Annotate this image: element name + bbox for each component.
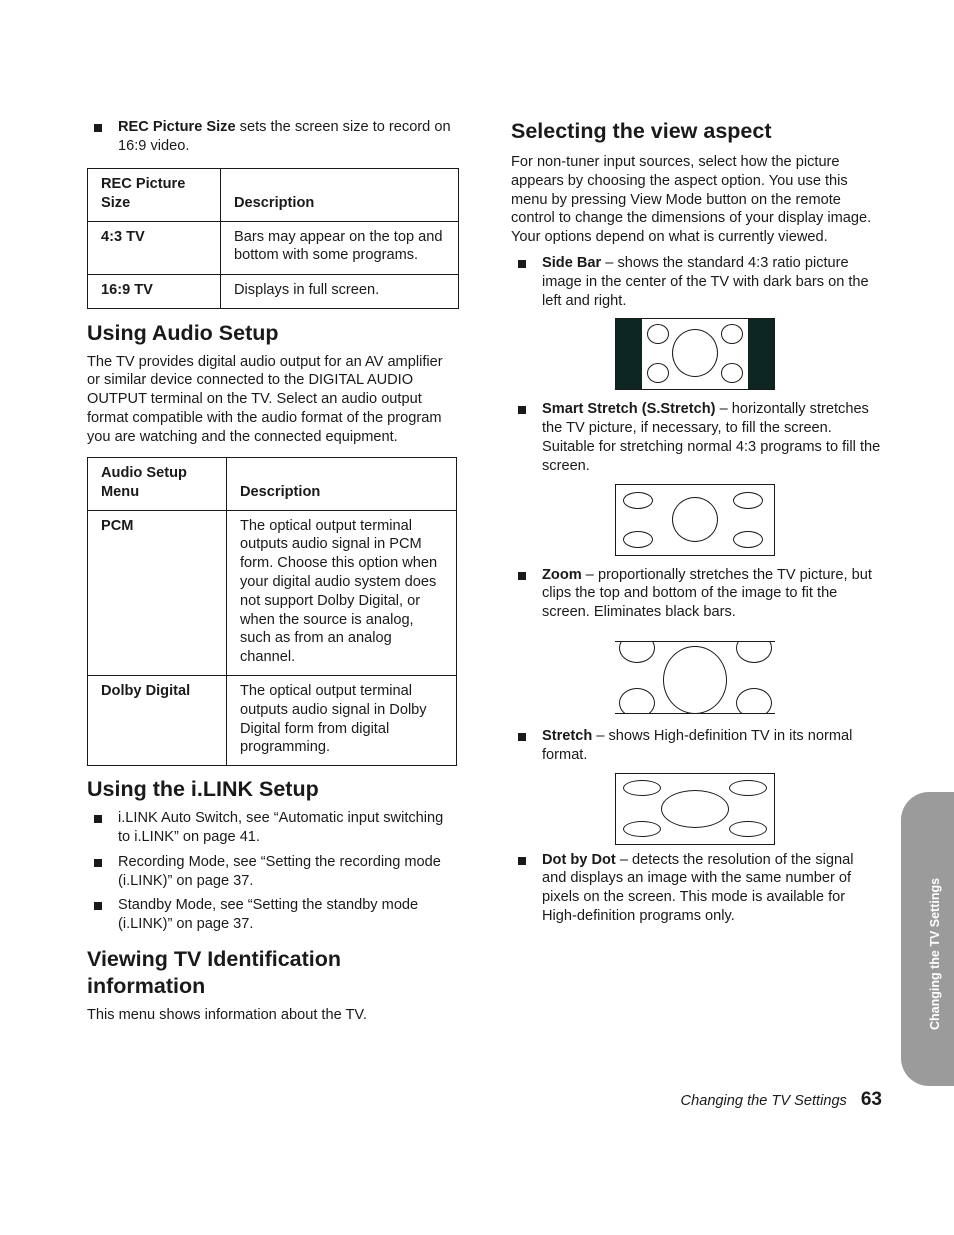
- list-item: i.LINK Auto Switch, see “Automatic input switching to i.LINK” on page 41.: [87, 809, 459, 847]
- rec-text: sets the screen size to record on 16:9 video.: [118, 119, 451, 154]
- circle-shape: [672, 329, 718, 377]
- ellipse-shape: [623, 492, 653, 509]
- table-key-cell: PCM: [88, 510, 227, 675]
- ilink-setup-heading: Using the i.LINK Setup: [87, 777, 319, 802]
- audio-setup-paragraph: The TV provides digital audio output for an AV amplifier or similar device connected to the DIGITAL AUDIO OUTPUT terminal on the TV. Select an audio output format compatible with the audio format of the program you are watching and the connected equipment.: [87, 353, 443, 445]
- table-row: [88, 221, 459, 274]
- table-row: [88, 675, 457, 765]
- ellipse-shape: [647, 324, 669, 344]
- side-bar-diagram: [615, 318, 775, 390]
- left-column: [87, 118, 459, 1025]
- rec-picture-size-bullet: [87, 118, 459, 156]
- dark-bar-left: [616, 319, 642, 389]
- wide-ellipse-shape: [661, 790, 729, 828]
- view-aspect-intro: For non-tuner input sources, select how the picture appears by choosing the aspect option. You use this menu by pressing View Mode button on the remote control to change the dimensions of your display image. Your options depend on what is currently viewed.: [511, 154, 872, 246]
- table-header-cell: Description: [221, 168, 459, 221]
- ellipse-shape: [733, 492, 763, 509]
- view-aspect-heading: Selecting the view aspect: [511, 119, 772, 143]
- table-row: [88, 510, 457, 675]
- ellipse-shape: [623, 821, 661, 837]
- bullet-square-icon: [518, 406, 526, 414]
- table-desc-cell: Displays in full screen.: [221, 274, 459, 308]
- table-header-cell: Audio Setup Menu: [88, 457, 227, 510]
- tv-identification-paragraph: This menu shows information about the TV.: [87, 1006, 367, 1023]
- table-row: [88, 274, 459, 308]
- bullet-square-icon: [94, 815, 102, 823]
- ellipse-shape: [647, 363, 669, 383]
- ellipse-shape: [619, 688, 655, 714]
- tv-identification-heading: Viewing TV Identification information: [87, 946, 342, 998]
- footer-title: Changing the TV Settings: [680, 1093, 847, 1109]
- mode-stretch: Stretch – shows High-definition TV in its normal format.: [511, 727, 881, 765]
- bullet-square-icon: [94, 124, 102, 132]
- zoom-diagram: [615, 641, 775, 714]
- table-desc-cell: The optical output terminal outputs audio signal in Dolby Digital form from digital programming.: [227, 675, 457, 765]
- mode-zoom: Zoom – proportionally stretches the TV picture, but clips the top and bottom of the image to fit the screen. Eliminates black bars.: [511, 566, 881, 622]
- bullet-square-icon: [518, 733, 526, 741]
- rec-picture-size-table: [87, 168, 459, 309]
- ellipse-shape: [736, 688, 772, 714]
- ellipse-shape: [721, 363, 743, 383]
- chapter-side-tab-label: Changing the TV Settings: [928, 877, 942, 1030]
- table-key-cell: 16:9 TV: [88, 274, 221, 308]
- right-column: [511, 118, 881, 926]
- table-header-cell: REC Picture Size: [88, 168, 221, 221]
- table-header-cell: Description: [227, 457, 457, 510]
- circle-shape: [672, 497, 718, 542]
- bullet-square-icon: [94, 859, 102, 867]
- ellipse-shape: [619, 641, 655, 663]
- ellipse-shape: [733, 531, 763, 548]
- smart-stretch-diagram: [615, 484, 775, 556]
- table-desc-cell: The optical output terminal outputs audio signal in PCM form. Choose this option when your digital audio system does not support Dolby Digital, or when the source is analog, such as from an analog channel.: [227, 510, 457, 675]
- dark-bar-right: [748, 319, 774, 389]
- audio-setup-table: [87, 457, 457, 767]
- mode-dot-by-dot: Dot by Dot – detects the resolution of the signal and displays an image with the same number of pixels on the screen. This mode is available for High-definition programs only.: [511, 851, 881, 926]
- ilink-bullet-list: [87, 809, 459, 934]
- table-key-cell: Dolby Digital: [88, 675, 227, 765]
- table-desc-cell: Bars may appear on the top and bottom with some programs.: [221, 221, 459, 274]
- circle-shape: [663, 646, 727, 714]
- ellipse-shape: [729, 821, 767, 837]
- mode-side-bar: Side Bar – shows the standard 4:3 ratio picture image in the center of the TV with dark bars on the left and right.: [511, 254, 881, 310]
- ellipse-shape: [623, 531, 653, 548]
- ellipse-shape: [729, 780, 767, 796]
- bullet-square-icon: [518, 857, 526, 865]
- mode-smart-stretch: Smart Stretch (S.Stretch) – horizontally stretches the TV picture, if necessary, to fill the screen. Suitable for stretching normal 4:3 programs to fill the screen.: [511, 400, 881, 475]
- bullet-square-icon: [518, 260, 526, 268]
- page-number: 63: [860, 1089, 882, 1110]
- audio-setup-heading: Using Audio Setup: [87, 320, 279, 345]
- stretch-diagram: [615, 773, 775, 845]
- rec-term: REC Picture Size: [118, 119, 236, 135]
- bullet-square-icon: [518, 572, 526, 580]
- table-key-cell: 4:3 TV: [88, 221, 221, 274]
- ellipse-shape: [623, 780, 661, 796]
- list-item: Recording Mode, see “Setting the recording mode (i.LINK)” on page 37.: [87, 853, 459, 891]
- bullet-square-icon: [94, 902, 102, 910]
- ellipse-shape: [736, 641, 772, 663]
- ellipse-shape: [721, 324, 743, 344]
- list-item: Standby Mode, see “Setting the standby mode (i.LINK)” on page 37.: [87, 896, 459, 934]
- page-footer: [640, 1089, 882, 1111]
